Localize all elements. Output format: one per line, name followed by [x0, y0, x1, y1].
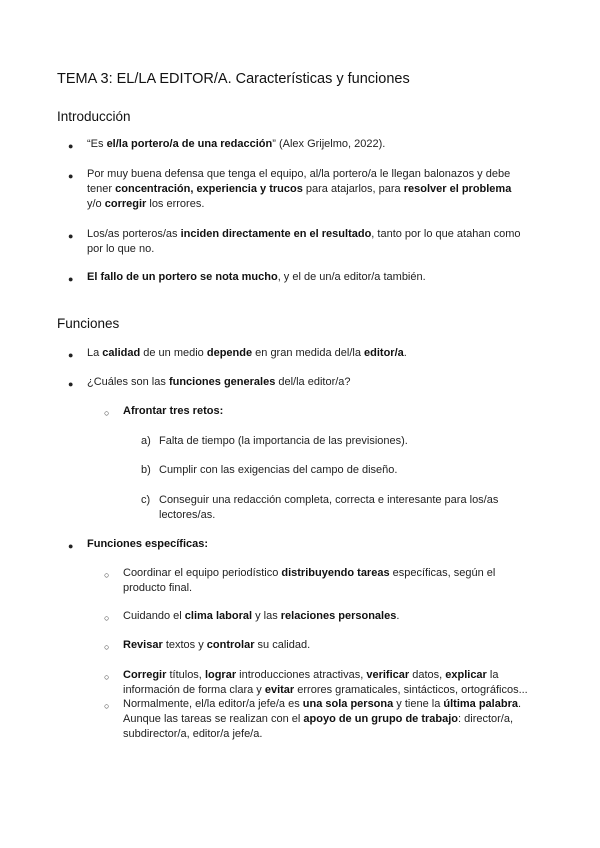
bold-text: editor/a [364, 347, 404, 359]
bold-text: explicar [445, 669, 487, 681]
retos-label: Afrontar tres retos: [123, 405, 224, 417]
bold-text: calidad [102, 347, 141, 359]
bullet-disc: ● [68, 274, 74, 284]
especificas-label: Funciones específicas: [87, 538, 209, 550]
especifica-item-2: Cuidando el clima laboral y las relaciones personales. [123, 610, 400, 622]
bullet-disc: ● [68, 379, 74, 389]
intro-item-2: Por muy buena defensa que tenga el equipo, al/la portero/a le llegan balonazos y debe tener concentración, experiencia y trucos para atajarlos, para resolver el problema y/o corregir los errores. [87, 168, 512, 210]
bold-text: apoyo de un grupo de trabajo [303, 713, 459, 725]
bullet-circle: ○ [104, 672, 110, 682]
reto-marker: b) [141, 464, 151, 476]
bold-text: relaciones personales [280, 610, 397, 622]
reto-text: Cumplir con las exigencias del campo de diseño. [159, 464, 398, 476]
bullet-disc: ● [68, 541, 74, 551]
bold-text: el/la portero/a de una redacción [106, 138, 273, 150]
bold-text: El fallo de un portero se nota mucho [87, 271, 278, 283]
bold-text: lograr [204, 669, 237, 681]
bold-text: una sola persona [302, 698, 394, 710]
bold-text: concentración, experiencia y trucos [115, 183, 303, 195]
bullet-circle: ○ [104, 701, 110, 711]
reto-text: Conseguir una redacción completa, correcta e interesante para los/as lectores/as. [159, 494, 499, 521]
bullet-circle: ○ [104, 642, 110, 652]
especifica-item-3: Revisar textos y controlar su calidad. [123, 639, 311, 651]
bullet-disc: ● [68, 231, 74, 241]
bold-text: evitar [264, 684, 295, 696]
bullet-disc: ● [68, 350, 74, 360]
bold-text: Corregir [123, 669, 167, 681]
bullet-disc: ● [68, 141, 74, 151]
funciones-item-1: La calidad de un medio depende en gran medida del/la editor/a. [87, 347, 407, 359]
especifica-item-1: Coordinar el equipo periodístico distribuyendo tareas específicas, según el producto final. [123, 567, 496, 594]
intro-item-3: Los/as porteros/as inciden directamente en el resultado, tanto por lo que atahan como por lo que no. [87, 228, 521, 255]
bullet-circle: ○ [104, 408, 110, 418]
reto-text: Falta de tiempo (la importancia de las previsiones). [159, 435, 408, 447]
bold-text: última palabra [443, 698, 518, 710]
bold-text: corregir [104, 198, 147, 210]
heading-introduccion: Introducción [57, 109, 131, 124]
reto-marker: c) [141, 494, 151, 506]
bullet-disc: ● [68, 171, 74, 181]
page-title: TEMA 3: EL/LA EDITOR/A. Características y funciones [57, 71, 410, 87]
bullet-circle: ○ [104, 613, 110, 623]
especifica-item-4: Corregir títulos, lograr introducciones atractivas, verificar datos, explicar la información de forma clara y evitar errores gramaticales, sintácticos, ortográficos... [123, 669, 528, 696]
bold-text: clima laboral [184, 610, 253, 622]
reto-marker: a) [141, 435, 151, 447]
intro-item-4: El fallo de un portero se nota mucho, y el de un/a editor/a también. [87, 271, 426, 283]
bold-text: controlar [206, 639, 255, 651]
bold-text: funciones generales [168, 376, 276, 388]
especifica-item-5: Normalmente, el/la editor/a jefe/a es una sola persona y tiene la última palabra. Aunque las tareas se realizan con el apoyo de un grupo de trabajo: director/a, subdirector/a, editor/a jefe/a. [123, 698, 522, 740]
bold-text: depende [206, 347, 253, 359]
bold-text: resolver el problema [403, 183, 512, 195]
bold-text: inciden directamente en el resultado [180, 228, 372, 240]
heading-funciones: Funciones [57, 316, 120, 331]
bold-text: verificar [366, 669, 410, 681]
funciones-item-2: ¿Cuáles son las funciones generales del/la editor/a? [87, 376, 351, 388]
bold-text: distribuyendo tareas [281, 567, 390, 579]
bullet-circle: ○ [104, 570, 110, 580]
intro-item-1: “Es el/la portero/a de una redacción” (Alex Grijelmo, 2022). [87, 138, 386, 150]
bold-text: Revisar [123, 639, 163, 651]
